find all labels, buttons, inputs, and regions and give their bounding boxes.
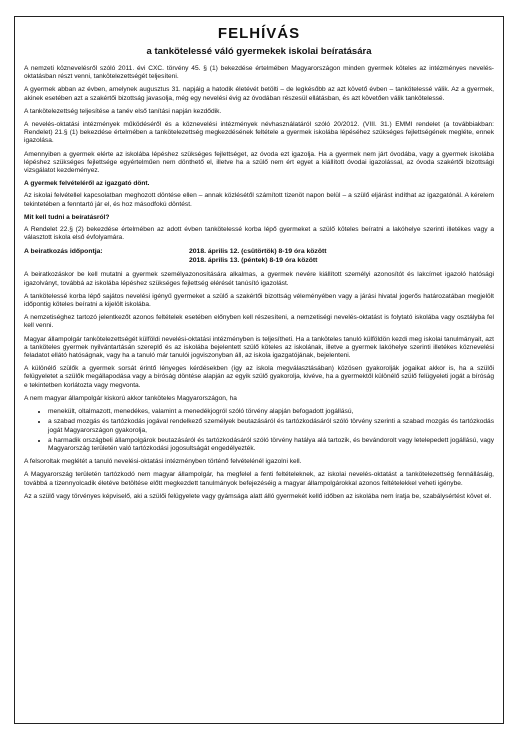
heading-what: Mit kell tudni a beíratásról? [24,213,110,221]
dates-label: A beiratkozás időpontja: [24,248,103,256]
paragraph: A nevelés-oktatási intézmények működéséről és a köznevelési intézmények névhasználatáról szóló 20/2012. (VIII. 31.) EMMI rendelet (a továbbiakban: Rendelet) 21.§ (1) bekezdése értelmében a tankötelezettség megkezdésének feltétele a gyermek iskolába lépéséhez szükséges fejlettségének megléte, ennek igazolása. [24,121,494,145]
paragraph: Az iskolai felvétellel kapcsolatban meghozott döntése ellen – annak közlésétől számított tizenöt napon belül – a szülő eljárást indíthat az igazgatónál. A kérelem tekintetében a fenntartó jár el, és hoz másodfokú döntést. [24,192,494,208]
paragraph: A különélő szülők a gyermek sorsát érintő lényeges kérdésekben (így az iskola megválasztásában) közösen gyakorolják jogaikat akkor is, ha a szülői felügyeletet a szülők megállapodása vagy a bíróság döntése alapján az egyik szülő gyakorolja, kivéve, ha a gyermektől különélő szülő felügyeleti jogát a bíróság e tekintetben korlátozta vagy megvonta. [24,365,494,389]
paragraph: Magyar állampolgár tankötelezettségét külföldi nevelési-oktatási intézményben is teljesítheti. Ha a tanköteles tanuló külföldön kezdi meg iskolai tanulmányait, azt a tanköteles gyermek nyilvántartásán szereplő és az iskolába bejelentett szülő köteles az iskolának, illetve a gyermek lakóhelye szerinti illetékes köznevelési feladatot ellátó hatóságnak, vagy ha a tanuló már tanulói jogviszonyban áll, az iskola igazgatójának, bejelenteni. [24,335,494,360]
date-day2: 2018. április 13. (péntek) 8-19 óra között [189,257,318,265]
paragraph: A nem magyar állampolgár kiskorú akkor tanköteles Magyarországon, ha [24,394,237,402]
enrollment-dates [24,247,494,265]
condition-list [24,408,494,453]
paragraph: A nemzeti köznevelésről szóló 2011. évi CXC. törvény 45. § (1) bekezdése értelmében Magyarországon minden gyermek köteles az intézményes nevelés-oktatásban részt venni, tankötelezettségét teljesíteni. [24,65,494,81]
page-subtitle: a tankötelessé váló gyermekek iskolai beíratására [146,46,372,57]
list-item: • a harmadik országbeli állampolgárok beutazásáról és tartózkodásáról szóló törvény hatálya alá tartozik, és bevándorolt vagy letelepedett jogállású, vagy Magyarország területén való tartózkodási jogosultságát engedélyezték. [48,437,494,453]
paragraph: Az a szülő vagy törvényes képviselő, aki a szülői felügyelete vagy gyámsága alatt álló gyermekét kellő időben az iskolába nem íratja be, szabálysértést követ el. [24,492,492,500]
page-title: FELHÍVÁS [217,25,301,42]
paragraph: A Rendelet 22.§ (2) bekezdése értelmében az adott évben tankötelessé korba lépő gyermeket a szülő köteles beíratni a lakóhelye szerinti illetékes vagy a választott iskola első évfolyamára. [24,226,494,242]
paragraph: A tankötelezettség teljesítése a tanév első tanítási napján kezdődik. [24,107,222,115]
paragraph: Amennyiben a gyermek elérte az iskolába lépéshez szükséges fejlettséget, az óvoda ezt igazolja. Ha a gyermek nem járt óvodába, vagy a gyermek iskolába lépéshez szükséges fejlettsége egyértelműen nem dönthető el, illetve ha a szülő nem ért egyet a kiállított óvodai igazolással, az óvoda szakértői bizottsági vizsgálatot kezdeményez. [24,150,494,175]
notice-frame [14,16,504,724]
list-item: • a szabad mozgás és tartózkodás jogával rendelkező személyek beutazásáról és tartózkodásáról szóló törvény szerinti a szabad mozgás és tartózkodás jogát Magyarországon gyakorolja, [48,418,494,434]
paragraph: A Magyarország területén tartózkodó nem magyar állampolgár, ha megfelel a fenti feltételeknek, az iskolai nevelés-oktatást a tankötelezettség fennállásáig, továbbá a tizennyolcadik életéve betöltése előtt megkezdett tanulmányok befejezéséig a magyar állampolgárokkal azonos feltételekkel veheti igénybe. [24,471,494,487]
paragraph: A beiratkozáskor be kell mutatni a gyermek személyazonosítására alkalmas, a gyermek nevére kiállított személyi azonosítót és lakcímet igazoló hatósági igazolványt, továbbá az iskolába lépéshez szükséges fejlettség elérését tanúsító igazolást. [24,271,494,287]
paragraph: A tankötelessé korba lépő sajátos nevelési igényű gyermeket a szülő a szakértői bizottság véleményében vagy a járási hivatal jogerős határozatában megjelölt időpontig köteles beíratni a kijelölt iskolába. [24,292,494,309]
paragraph: A felsoroltak meglétét a tanuló nevelési-oktatási intézményben történő felvételénél igazolni kell. [24,458,302,466]
heading-director: A gyermek felvételéről az igazgató dönt. [24,180,150,188]
date-day1: 2018. április 12. (csütörtök) 8-19 óra között [189,248,327,256]
list-item: • menekült, oltalmazott, menedékes, valamint a menedékjogról szóló törvény alapján befogadott jogállású, [48,408,494,416]
paragraph: A nemzetiséghez tartozó jelentkezőt azonos feltételek esetében előnyben kell részesíteni, a nemzetiségi nevelés-oktatást is folytató iskolába vagy osztályba fel kell venni. [24,314,494,330]
paragraph: A gyermek abban az évben, amelynek augusztus 31. napjáig a hatodik életévét betölti – de legkésőbb az azt követő évben – tankötelessé válik. Az a gyermek, akinek esetében azt a szakértői bizottság javasolja, még egy nevelési évig az óvodában részesül ellátásban, és azt követően válik tankötelessé. [24,86,494,102]
